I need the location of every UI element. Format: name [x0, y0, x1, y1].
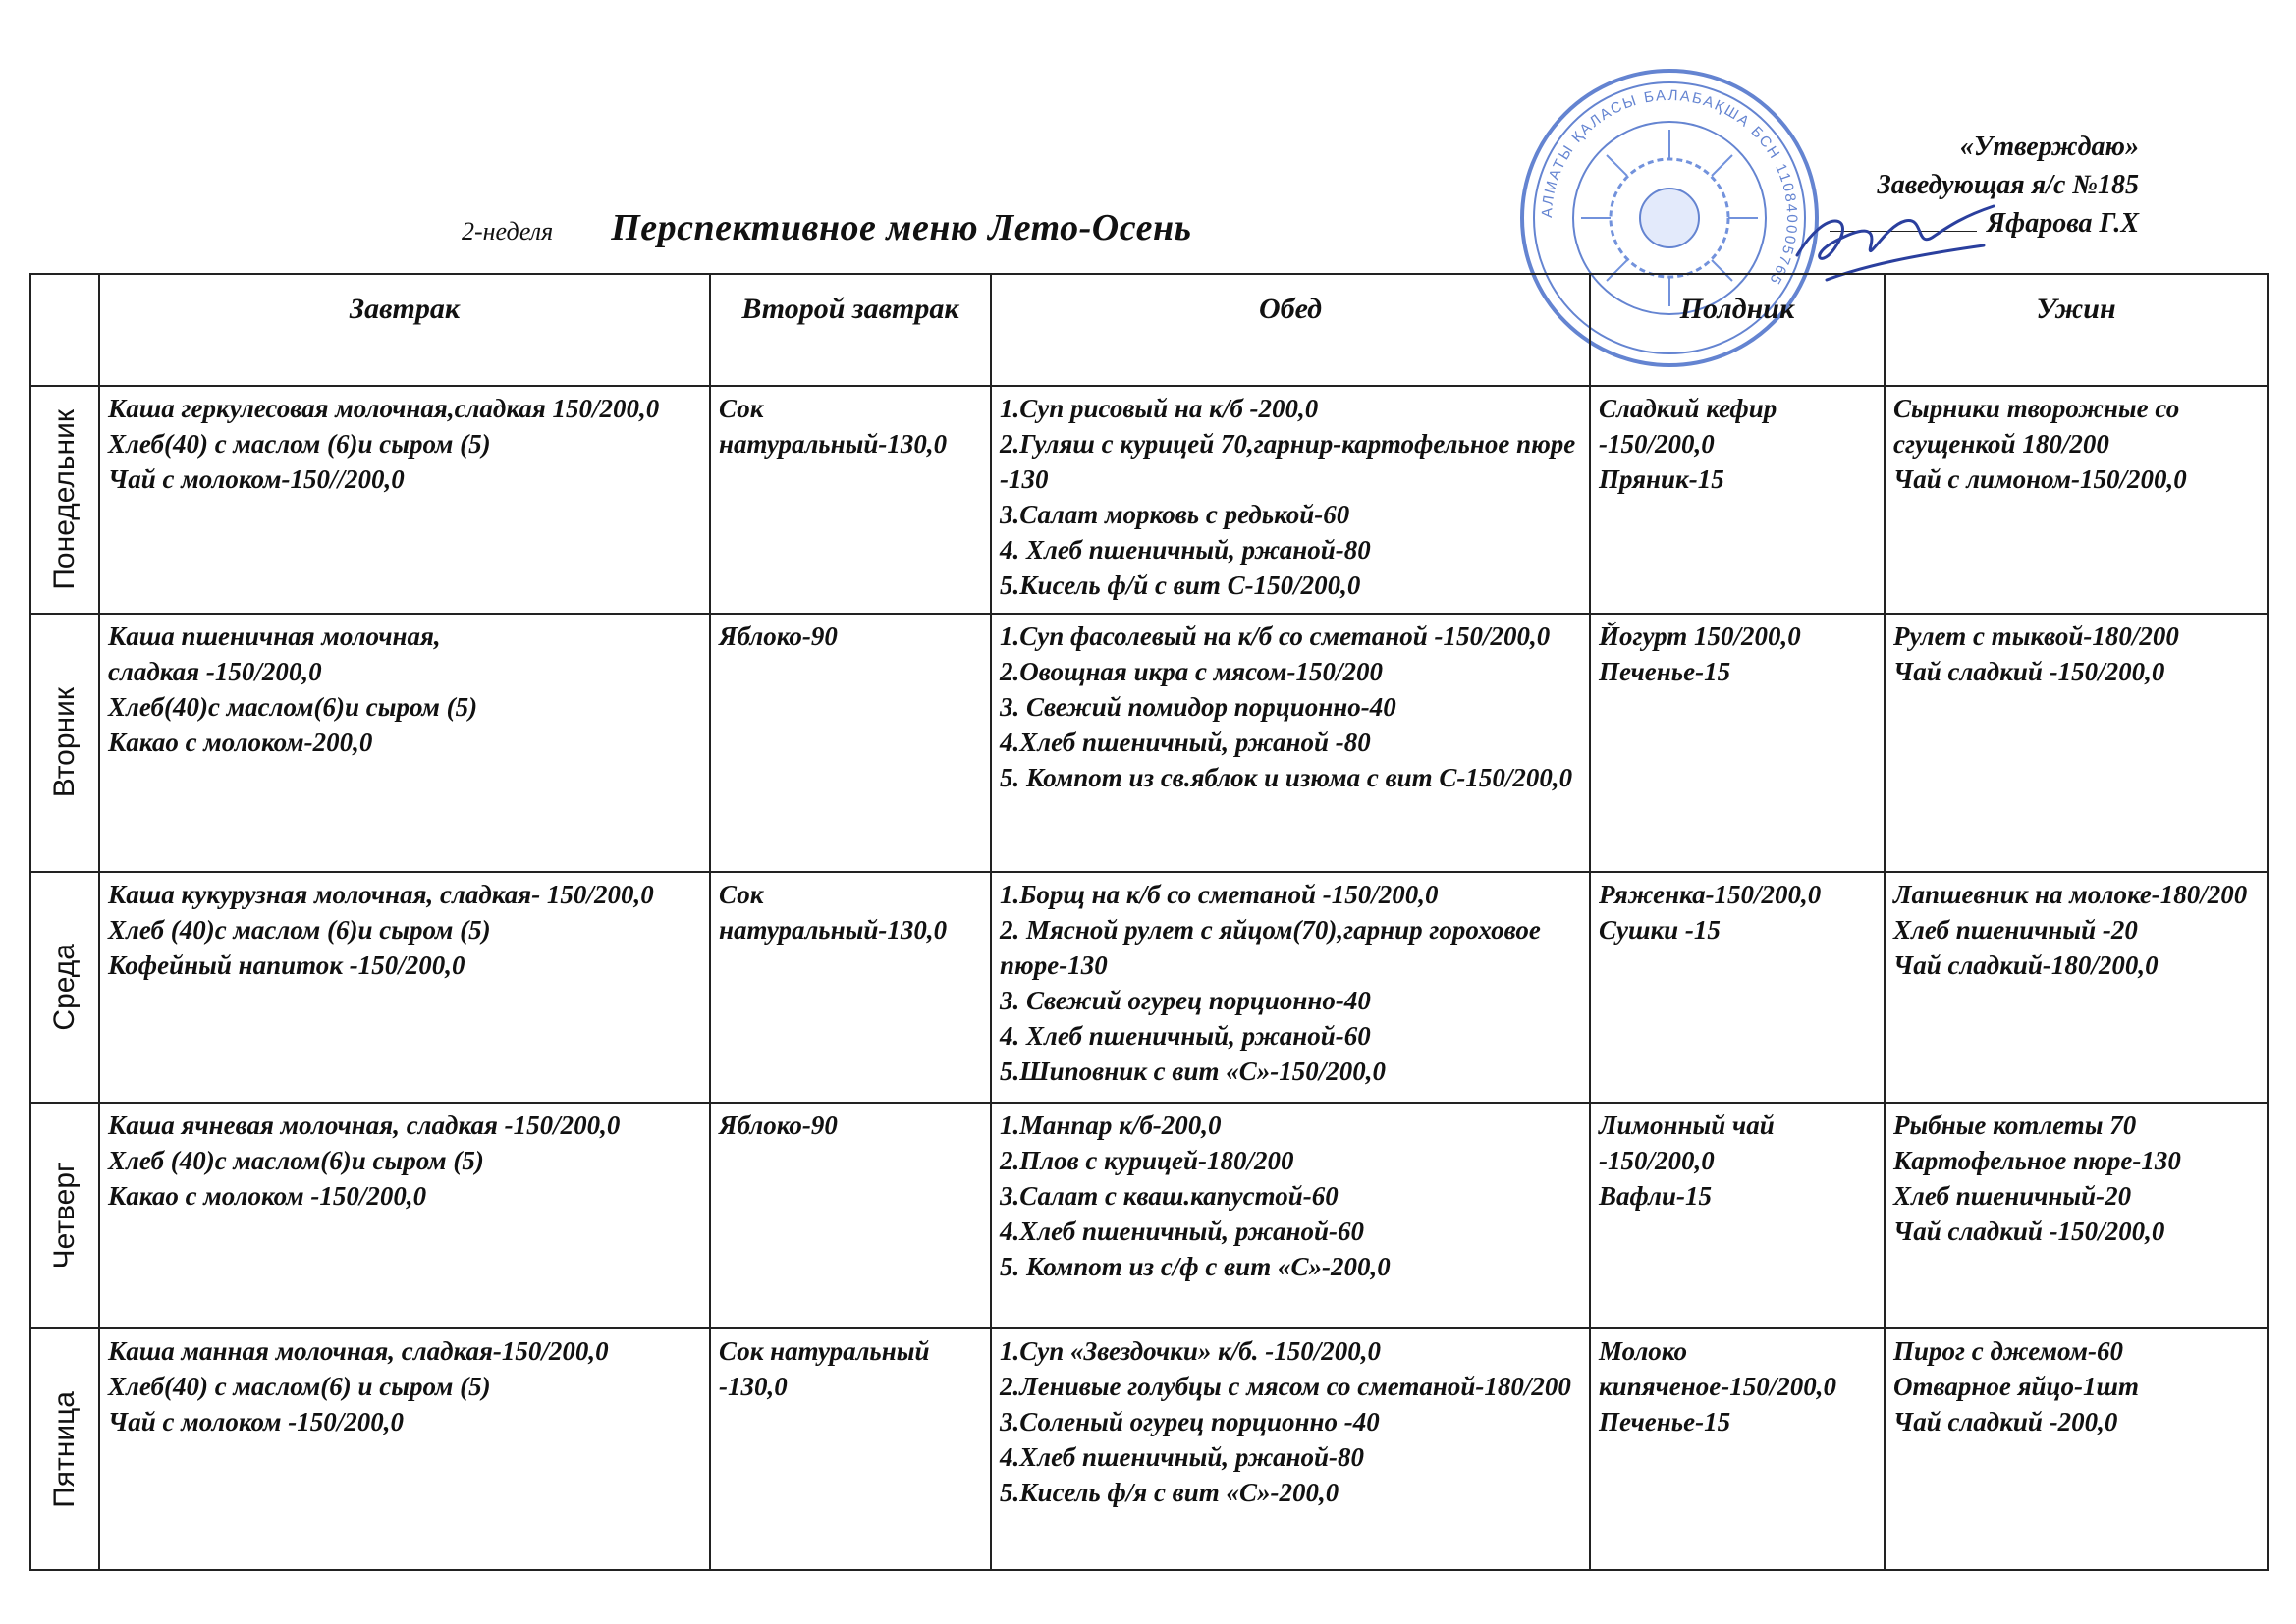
day-label: Пятница [48, 1390, 81, 1508]
snack-cell: Йогурт 150/200,0 Печенье-15 [1590, 614, 1885, 872]
column-header-second-breakfast: Второй завтрак [710, 274, 991, 386]
week-label: 2-неделя [462, 217, 554, 245]
dinner-cell: Лапшевник на молоке-180/200 Хлеб пшеничный -20 Чай сладкий-180/200,0 [1885, 872, 2268, 1103]
dinner-cell: Рулет с тыквой-180/200 Чай сладкий -150/200,0 [1885, 614, 2268, 872]
table-row [30, 1103, 2268, 1328]
menu-table [29, 273, 2269, 1571]
column-header-dinner: Ужин [1885, 274, 2268, 386]
table-row [30, 386, 2268, 614]
snack-cell: Сладкий кефир -150/200,0 Пряник-15 [1590, 386, 1885, 614]
day-label: Четверг [48, 1162, 81, 1270]
day-cell [30, 1103, 99, 1328]
head-name: Яфарова Г.Х [1986, 208, 2139, 239]
dinner-cell: Пирог с джемом-60 Отварное яйцо-1шт Чай сладкий -200,0 [1885, 1328, 2268, 1570]
snack-cell: Ряженка-150/200,0 Сушки -15 [1590, 872, 1885, 1103]
day-cell [30, 1328, 99, 1570]
second-breakfast-cell: Сок натуральный-130,0 [710, 386, 991, 614]
day-cell [30, 614, 99, 872]
second-breakfast-cell: Яблоко-90 [710, 1103, 991, 1328]
snack-cell: Лимонный чай -150/200,0 Вафли-15 [1590, 1103, 1885, 1328]
second-breakfast-cell: Сок натуральный -130,0 [710, 1328, 991, 1570]
dinner-cell: Сырники творожные со сгущенкой 180/200 Чай с лимоном-150/200,0 [1885, 386, 2268, 614]
breakfast-cell: Каша ячневая молочная, сладкая -150/200,0 Хлеб (40)с маслом(6)и сыром (5) Какао с молоком -150/200,0 [99, 1103, 710, 1328]
lunch-cell: 1.Суп «Звездочки» к/б. -150/200,0 2.Ленивые голубцы с мясом со сметаной-180/200 3.Соленый огурец порционно -40 4.Хлеб пшеничный, ржаной-80 5.Кисель ф/я с вит «С»-200,0 [991, 1328, 1590, 1570]
corner-cell [30, 274, 99, 386]
header-row [30, 274, 2268, 386]
dinner-cell: Рыбные котлеты 70 Картофельное пюре-130 Хлеб пшеничный-20 Чай сладкий -150/200,0 [1885, 1103, 2268, 1328]
breakfast-cell: Каша геркулесовая молочная,сладкая 150/200,0 Хлеб(40) с маслом (6)и сыром (5) Чай с молоком-150//200,0 [99, 386, 710, 614]
breakfast-cell: Каша манная молочная, сладкая-150/200,0 Хлеб(40) с маслом(6) и сыром (5) Чай с молоком -150/200,0 [99, 1328, 710, 1570]
day-label: Понедельник [48, 409, 81, 590]
second-breakfast-cell: Яблоко-90 [710, 614, 991, 872]
breakfast-cell: Каша кукурузная молочная, сладкая- 150/200,0 Хлеб (40)с маслом (6)и сыром (5) Кофейный напиток -150/200,0 [99, 872, 710, 1103]
day-cell [30, 386, 99, 614]
second-breakfast-cell: Сок натуральный-130,0 [710, 872, 991, 1103]
table-row [30, 872, 2268, 1103]
lunch-cell: 1.Суп фасолевый на к/б со сметаной -150/200,0 2.Овощная икра с мясом-150/200 3. Свежий помидор порционно-40 4.Хлеб пшеничный, ржаной -80 5. Компот из св.яблок и изюма с вит С-150/200,0 [991, 614, 1590, 872]
column-header-snack: Полдник [1590, 274, 1885, 386]
column-header-breakfast: Завтрак [99, 274, 710, 386]
head-title: Заведующая я/с №185 [1877, 170, 2139, 200]
lunch-cell: 1.Борщ на к/б со сметаной -150/200,0 2. Мясной рулет с яйцом(70),гарнир гороховое пюре-130 3. Свежий огурец порционно-40 4. Хлеб пшеничный, ржаной-60 5.Шиповник с вит «С»-150/200,0 [991, 872, 1590, 1103]
title-row [462, 206, 1191, 249]
day-label: Вторник [48, 687, 81, 798]
breakfast-cell: Каша пшеничная молочная, сладкая -150/200,0 Хлеб(40)с маслом(6)и сыром (5) Какао с молоком-200,0 [99, 614, 710, 872]
day-cell [30, 872, 99, 1103]
table-row [30, 1328, 2268, 1570]
column-header-lunch: Обед [991, 274, 1590, 386]
page-title: Перспективное меню Лето-Осень [611, 207, 1192, 248]
table-row [30, 614, 2268, 872]
snack-cell: Молоко кипяченое-150/200,0 Печенье-15 [1590, 1328, 1885, 1570]
lunch-cell: 1.Суп рисовый на к/б -200,0 2.Гуляш с курицей 70,гарнир-картофельное пюре -130 3.Салат морковь с редькой-60 4. Хлеб пшеничный, ржаной-80 5.Кисель ф/й с вит С-150/200,0 [991, 386, 1590, 614]
lunch-cell: 1.Манпар к/б-200,0 2.Плов с курицей-180/200 3.Салат с кваш.капустой-60 4.Хлеб пшеничный, ржаной-60 5. Компот из с/ф с вит «С»-200,0 [991, 1103, 1590, 1328]
day-label: Среда [48, 944, 81, 1031]
seal-text: АЛМАТЫ ҚАЛАСЫ БАЛАБАҚША БСН 110840005765 [1538, 86, 1801, 289]
approve-label: «Утверждаю» [1959, 132, 2139, 162]
